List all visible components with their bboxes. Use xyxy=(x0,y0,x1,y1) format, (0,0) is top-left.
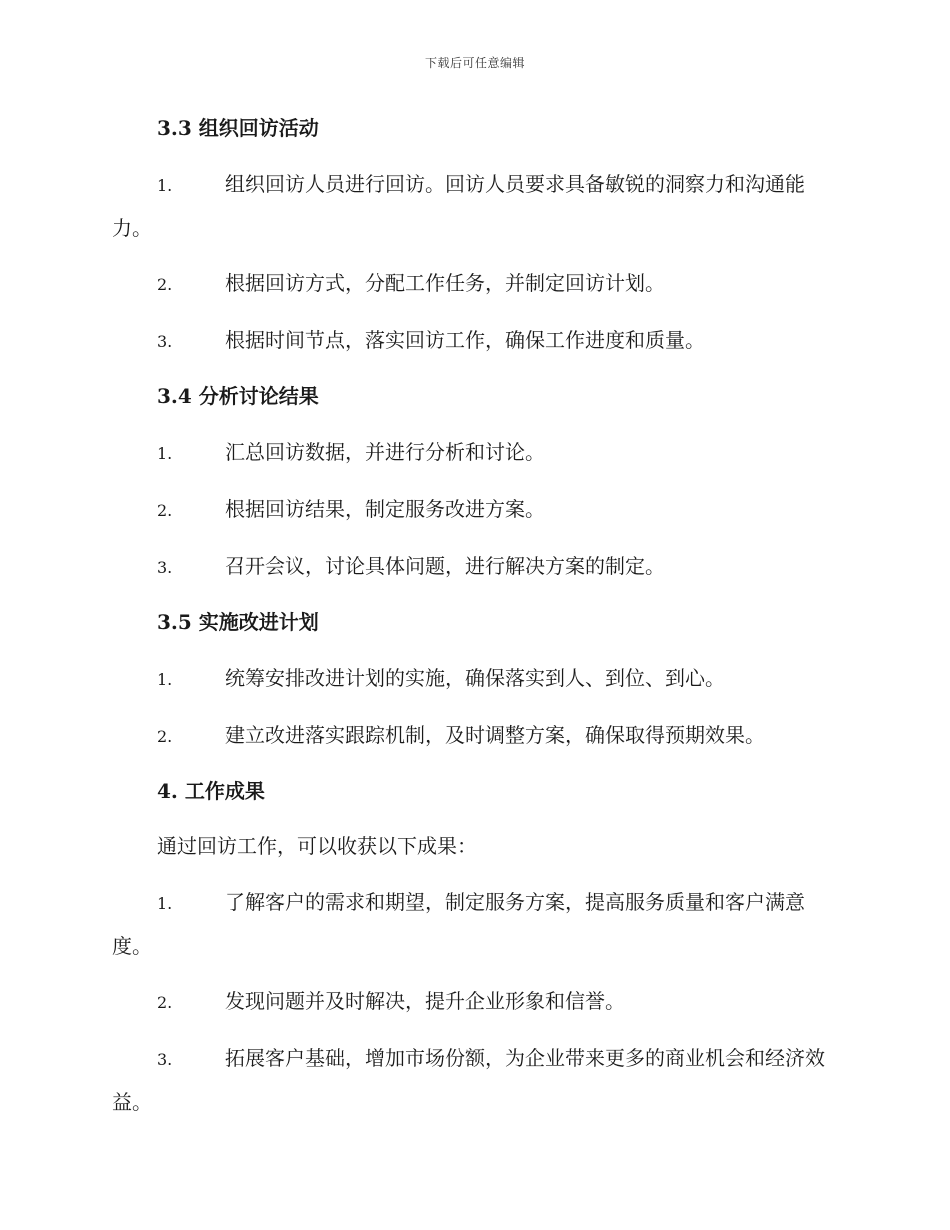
item-text: 统筹安排改进计划的实施，确保落实到人、到位、到心。 xyxy=(225,666,725,690)
item-number: 1. xyxy=(157,176,173,195)
list-item xyxy=(112,1037,836,1123)
item-text: 召开会议，讨论具体问题，进行解决方案的制定。 xyxy=(225,554,665,578)
item-number: 2. xyxy=(157,727,173,746)
item-text: 拓展客户基础，增加市场份额，为企业带来更多的商业机会和经济效益。 xyxy=(112,1046,825,1114)
item-text: 根据时间节点，落实回访工作，确保工作进度和质量。 xyxy=(225,328,705,352)
item-number: 3. xyxy=(157,332,173,351)
section-heading: 3.3 组织回访活动 xyxy=(157,116,319,140)
section-heading: 4. 工作成果 xyxy=(157,779,265,803)
intro-paragraph: 通过回访工作，可以收获以下成果： xyxy=(157,834,477,858)
list-item xyxy=(112,881,836,967)
item-number: 3. xyxy=(157,1050,173,1069)
page-header: 下载后可任意编辑 xyxy=(424,56,525,70)
item-number: 3. xyxy=(157,558,173,577)
item-text: 了解客户的需求和期望，制定服务方案，提高服务质量和客户满意度。 xyxy=(112,890,805,958)
item-text: 根据回访方式，分配工作任务，并制定回访计划。 xyxy=(225,271,665,295)
item-number: 1. xyxy=(157,670,173,689)
list-item xyxy=(112,163,836,249)
item-number: 2. xyxy=(157,993,173,1012)
section-heading: 3.5 实施改进计划 xyxy=(157,610,319,634)
item-text: 汇总回访数据，并进行分析和讨论。 xyxy=(225,440,545,464)
list-item xyxy=(112,545,836,589)
section-3-3 xyxy=(112,108,836,363)
item-number: 1. xyxy=(157,894,173,913)
section-3-5 xyxy=(112,602,836,758)
list-item xyxy=(112,431,836,475)
list-item xyxy=(112,980,836,1024)
section-heading: 3.4 分析讨论结果 xyxy=(157,384,319,408)
item-number: 2. xyxy=(157,501,173,520)
list-item xyxy=(112,657,836,701)
item-text: 根据回访结果，制定服务改进方案。 xyxy=(225,497,545,521)
item-number: 2. xyxy=(157,275,173,294)
item-text: 建立改进落实跟踪机制，及时调整方案，确保取得预期效果。 xyxy=(225,723,765,747)
item-text: 发现问题并及时解决，提升企业形象和信誉。 xyxy=(225,989,625,1013)
list-item xyxy=(112,262,836,306)
list-item xyxy=(112,319,836,363)
section-3-4 xyxy=(112,376,836,589)
section-4 xyxy=(112,771,836,1123)
item-text: 组织回访人员进行回访。回访人员要求具备敏锐的洞察力和沟通能力。 xyxy=(112,172,805,240)
document-body xyxy=(112,108,836,1136)
list-item xyxy=(112,488,836,532)
list-item xyxy=(112,714,836,758)
item-number: 1. xyxy=(157,444,173,463)
